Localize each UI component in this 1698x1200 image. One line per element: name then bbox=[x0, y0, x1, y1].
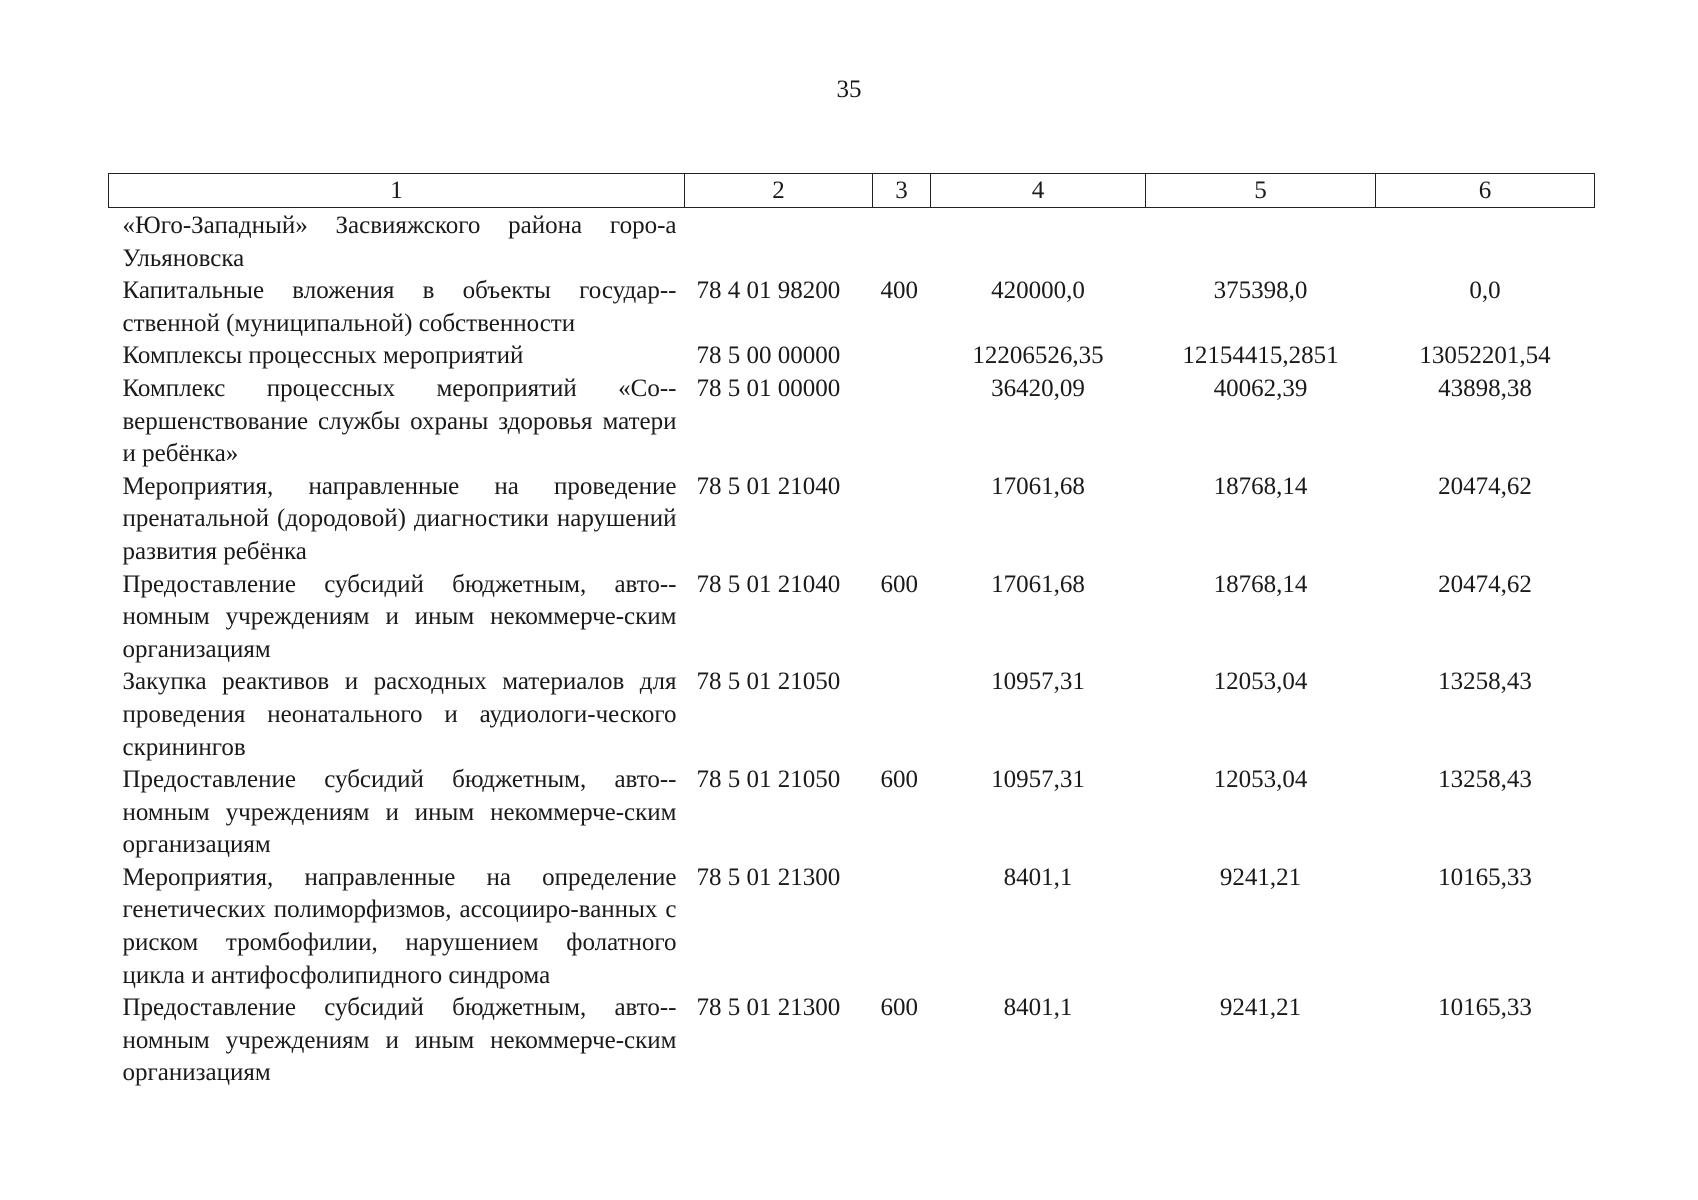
row-expense-type bbox=[873, 340, 931, 373]
row-value-col4: 17061,68 bbox=[991, 472, 1085, 500]
row-value-col4: 36420,09 bbox=[991, 374, 1085, 402]
row-name: Капитальные вложения в объекты государ-ственной (муниципальной) собственности bbox=[122, 277, 677, 337]
row-value-col4: 10957,31 bbox=[991, 766, 1085, 794]
row-name: Комплекс процессных мероприятий «Со-вершенствование службы охраны здоровья матери и ребёнка» bbox=[122, 374, 677, 468]
row-code: 78 5 01 00000 bbox=[696, 374, 841, 402]
row-name: Предоставление субсидий бюджетным, авто-номным учреждениям и иным некоммерче-ским организациям bbox=[122, 570, 677, 663]
row-value-col4: 10957,31 bbox=[991, 668, 1085, 696]
row-name: Мероприятия, направленные на определение генетических полиморфизмов, ассоцииро-ванных с риском тромбофилии, нарушением фолатного цикла и антифосфолипидного синдрома bbox=[122, 863, 677, 989]
row-code: 78 4 01 98200 bbox=[696, 277, 841, 305]
row-expense-type bbox=[873, 471, 931, 569]
row-name: Предоставление субсидий бюджетным, авто-номным учреждениям и иным некоммерче-ским организациям bbox=[122, 994, 677, 1087]
row-expense-type: 600 bbox=[880, 766, 918, 794]
table-row bbox=[109, 275, 1595, 340]
row-expense-type: 600 bbox=[880, 570, 918, 598]
row-value-col4 bbox=[931, 208, 1146, 276]
row-value-col5 bbox=[1146, 208, 1376, 276]
row-name: Предоставление субсидий бюджетным, авто-номным учреждениям и иным некоммерче-ским организациям bbox=[122, 766, 677, 859]
row-expense-type bbox=[873, 208, 931, 276]
table-row bbox=[109, 764, 1595, 862]
row-code: 78 5 01 21050 bbox=[696, 766, 841, 794]
row-code: 78 5 01 21300 bbox=[696, 994, 841, 1022]
table-row bbox=[109, 862, 1595, 992]
row-value-col6: 13258,43 bbox=[1438, 766, 1532, 794]
table-row bbox=[109, 569, 1595, 667]
row-value-col5: 18768,14 bbox=[1213, 472, 1308, 500]
header-col-2: 2 bbox=[685, 174, 873, 208]
row-value-col6: 43898,38 bbox=[1438, 374, 1532, 402]
row-code: 78 5 01 21040 bbox=[696, 570, 841, 598]
budget-table bbox=[108, 173, 1595, 1090]
row-value-col6: 20474,62 bbox=[1438, 570, 1532, 598]
row-value-col5: 40062,39 bbox=[1213, 374, 1308, 402]
header-col-5: 5 bbox=[1146, 174, 1376, 208]
row-code: 78 5 01 21040 bbox=[696, 472, 841, 500]
row-expense-type bbox=[873, 373, 931, 471]
row-expense-type: 400 bbox=[880, 277, 918, 305]
header-col-6: 6 bbox=[1376, 174, 1595, 208]
row-value-col5: 9241,21 bbox=[1219, 863, 1302, 891]
row-name: Закупка реактивов и расходных материалов для проведения неонатального и аудиологи-ческого скринингов bbox=[122, 668, 677, 761]
row-value-col4: 8401,1 bbox=[1003, 863, 1073, 891]
page-number: 35 bbox=[836, 76, 862, 103]
row-value-col4: 8401,1 bbox=[1003, 994, 1073, 1022]
row-code: 78 5 00 00000 bbox=[696, 342, 841, 370]
row-name: Комплексы процессных мероприятий bbox=[122, 342, 524, 370]
header-col-1: 1 bbox=[109, 174, 685, 208]
table-row bbox=[109, 471, 1595, 569]
row-value-col4: 17061,68 bbox=[991, 570, 1085, 598]
table-row bbox=[109, 208, 1595, 276]
row-code: 78 5 01 21300 bbox=[696, 863, 841, 891]
row-expense-type bbox=[873, 666, 931, 764]
row-expense-type: 600 bbox=[880, 994, 918, 1022]
row-value-col6: 10165,33 bbox=[1438, 863, 1532, 891]
row-value-col5: 12053,04 bbox=[1213, 668, 1308, 696]
table-row bbox=[109, 340, 1595, 373]
row-value-col5: 12053,04 bbox=[1213, 766, 1308, 794]
row-name: Мероприятия, направленные на проведение пренатальной (дородовой) диагностики нарушений развития ребёнка bbox=[122, 472, 677, 565]
row-name: «Юго-Западный» Засвияжского района горо-a Ульяновска bbox=[122, 212, 677, 272]
row-expense-type bbox=[873, 862, 931, 992]
row-code: 78 5 01 21050 bbox=[696, 668, 841, 696]
header-row bbox=[109, 174, 1595, 208]
row-value-col6: 10165,33 bbox=[1438, 994, 1532, 1022]
header-col-3: 3 bbox=[873, 174, 931, 208]
table-row bbox=[109, 666, 1595, 764]
header-col-4: 4 bbox=[931, 174, 1146, 208]
row-value-col6: 20474,62 bbox=[1438, 472, 1532, 500]
row-value-col5: 375398,0 bbox=[1213, 277, 1308, 305]
row-value-col6: 13052201,54 bbox=[1419, 342, 1551, 370]
table-row bbox=[109, 992, 1595, 1090]
row-value-col5: 18768,14 bbox=[1213, 570, 1308, 598]
row-value-col5: 9241,21 bbox=[1219, 994, 1302, 1022]
row-value-col6: 0,0 bbox=[1469, 277, 1501, 305]
row-value-col5: 12154415,2851 bbox=[1182, 342, 1339, 370]
row-value-col4: 420000,0 bbox=[991, 277, 1085, 305]
table-row bbox=[109, 373, 1595, 471]
row-value-col6: 13258,43 bbox=[1438, 668, 1532, 696]
row-value-col4: 12206526,35 bbox=[972, 342, 1104, 370]
row-value-col6 bbox=[1376, 208, 1595, 276]
row-code bbox=[685, 208, 873, 276]
